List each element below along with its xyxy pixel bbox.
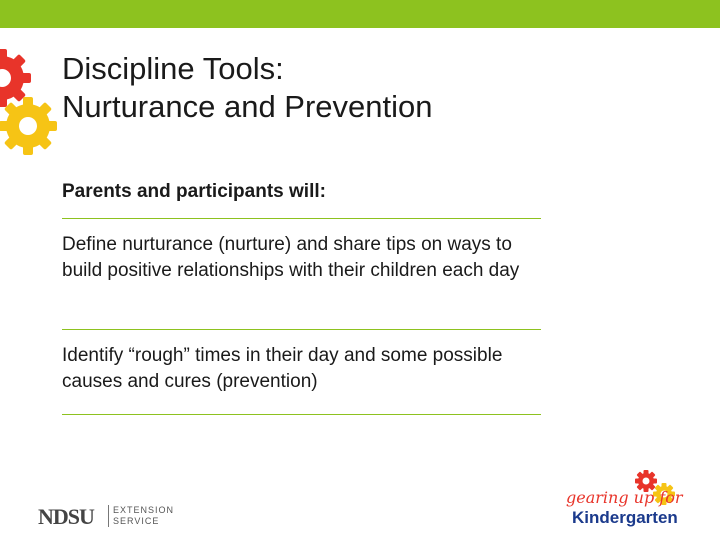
logo-divider	[108, 505, 109, 527]
slide-subtitle: Parents and participants will:	[62, 181, 326, 202]
bullet-item-2: Identify “rough” times in their day and some possible causes and cures (prevention)	[62, 345, 503, 392]
divider-line	[62, 218, 541, 219]
logo-kindergarten-text: Kindergarten	[572, 508, 678, 527]
divider-line	[62, 329, 541, 330]
slide-title	[62, 50, 662, 126]
title-line-2: Nurturance and Prevention	[62, 89, 433, 124]
ndsu-wordmark: NDSU	[38, 504, 94, 529]
gears-decoration	[0, 40, 70, 170]
title-line-1: Discipline Tools:	[62, 51, 284, 86]
ndsu-extension-label: EXTENSION	[113, 505, 175, 515]
gearing-up-for-kindergarten-logo	[560, 462, 700, 532]
logo-tagline: gearing up for	[566, 488, 683, 507]
ndsu-extension-logo	[38, 502, 178, 532]
top-accent-bar	[0, 0, 720, 28]
divider-line	[62, 414, 541, 415]
bullet-item-1: Define nurturance (nurture) and share tips on ways to build positive relationships with their children each day	[62, 234, 520, 281]
yellow-gear-icon	[0, 97, 57, 155]
ndsu-service-label: SERVICE	[113, 516, 160, 526]
